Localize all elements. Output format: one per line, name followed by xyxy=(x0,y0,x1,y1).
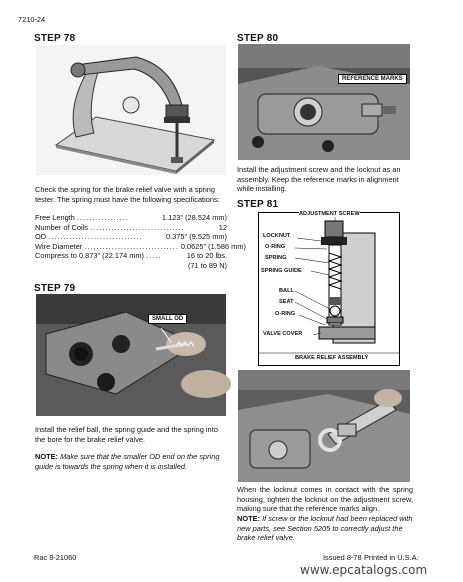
diagram-caption: BRAKE RELIEF ASSEMBLY xyxy=(295,355,369,361)
spec-row: OD ............................... 0.375" (9.525 mm) xyxy=(35,232,227,242)
spec-label: Number of Coils xyxy=(35,222,88,232)
footer-part-number: Rac 8-21060 xyxy=(34,553,77,562)
brake-relief-assembly-diagram xyxy=(258,212,400,366)
step79-note xyxy=(35,452,227,471)
spec-extra: (71 to 89 N) xyxy=(187,260,227,270)
step80-heading: STEP 80 xyxy=(237,33,279,44)
spec-row: Number of Coils ............................... 12 xyxy=(35,222,227,232)
note-label: NOTE: xyxy=(35,452,58,461)
spec-list xyxy=(35,213,246,271)
relief-ball-photo xyxy=(36,294,226,416)
spec-label: Wire Diameter xyxy=(35,241,83,251)
note-label: NOTE: xyxy=(237,514,260,523)
step81-note xyxy=(237,514,413,543)
step78-intro: Check the spring for the brake relief valve with a spring tester. The spring must have the following specifications: xyxy=(35,185,220,204)
spec-label: Compress to 0.873" (22.174 mm) xyxy=(35,251,145,261)
spec-label: OD xyxy=(35,232,47,242)
spec-value: 0.0625" (1.586 mm) xyxy=(180,241,246,251)
label-adjustment-screw: ADJUSTMENT SCREW xyxy=(299,211,360,217)
spring-tester-illustration xyxy=(36,45,226,175)
page-number: 7210-24 xyxy=(18,15,46,24)
spec-value: 12 xyxy=(218,222,227,232)
label-spring: SPRING xyxy=(265,255,287,261)
step80-text: Install the adjustment screw and the locknut as an assembly. Keep the reference marks in alignment while installing. xyxy=(237,165,401,194)
label-ball: BALL xyxy=(279,288,294,294)
spec-label: Free Length xyxy=(35,213,75,222)
spec-row: Wire Diameter ............................... 0.0625" (1.586 mm) xyxy=(35,241,246,251)
label-locknut: LOCKNUT xyxy=(263,233,291,239)
note-text: Make sure that the smaller OD end on the spring guide is towards the spring when it is installed. xyxy=(35,452,220,471)
step78-heading: STEP 78 xyxy=(34,33,76,44)
reference-marks-callout: REFERENCE MARKS xyxy=(338,74,407,84)
spring-tester-photo xyxy=(36,45,226,175)
spec-value: 0.375" (9.525 mm) xyxy=(166,232,227,242)
step81-text: When the locknut comes in contact with the spring housing, tighten the locknut on the adjustment screw, making sure that the reference marks align. xyxy=(237,485,413,514)
footer-issued: Issued 8-78 xyxy=(323,553,362,562)
step79-heading: STEP 79 xyxy=(34,283,76,294)
label-o-ring: O-RING xyxy=(275,311,296,317)
label-seat: SEAT xyxy=(279,299,294,305)
footer-printed: Printed in U.S.A. xyxy=(364,553,419,562)
spec-value: 16 to 20 lbs. xyxy=(186,251,227,261)
step79-text: Install the relief ball, the spring guide and the spring into the bore for the brake relief valve. xyxy=(35,425,218,444)
step81-heading: STEP 81 xyxy=(237,199,279,210)
valve-body-illustration xyxy=(36,294,226,416)
label-valve-cover: VALVE COVER xyxy=(263,331,303,337)
adjustment-screw-photo xyxy=(238,44,410,160)
label-o-ring: O-RING xyxy=(265,244,286,250)
locknut-wrench-photo xyxy=(238,370,410,482)
watermark: www.epcatalogs.com xyxy=(300,563,428,577)
small-od-callout: SMALL OD xyxy=(148,314,187,324)
spec-row: Compress to 0.873" (22.174 mm) ..... 16 to 20 lbs. xyxy=(35,251,227,261)
note-text: If screw or the locknut had been replaced with new parts, see Section 5205 to correctly adjust the brake relief valve. xyxy=(237,514,413,543)
label-spring-guide: SPRING GUIDE xyxy=(261,268,302,274)
wrench-illustration xyxy=(238,370,410,482)
adjustment-screw-illustration xyxy=(238,44,410,160)
spec-row: Free Length ................. 1.123" (28.524 mm) xyxy=(35,213,227,222)
spec-value: 1.123" (28.524 mm) xyxy=(161,213,227,222)
